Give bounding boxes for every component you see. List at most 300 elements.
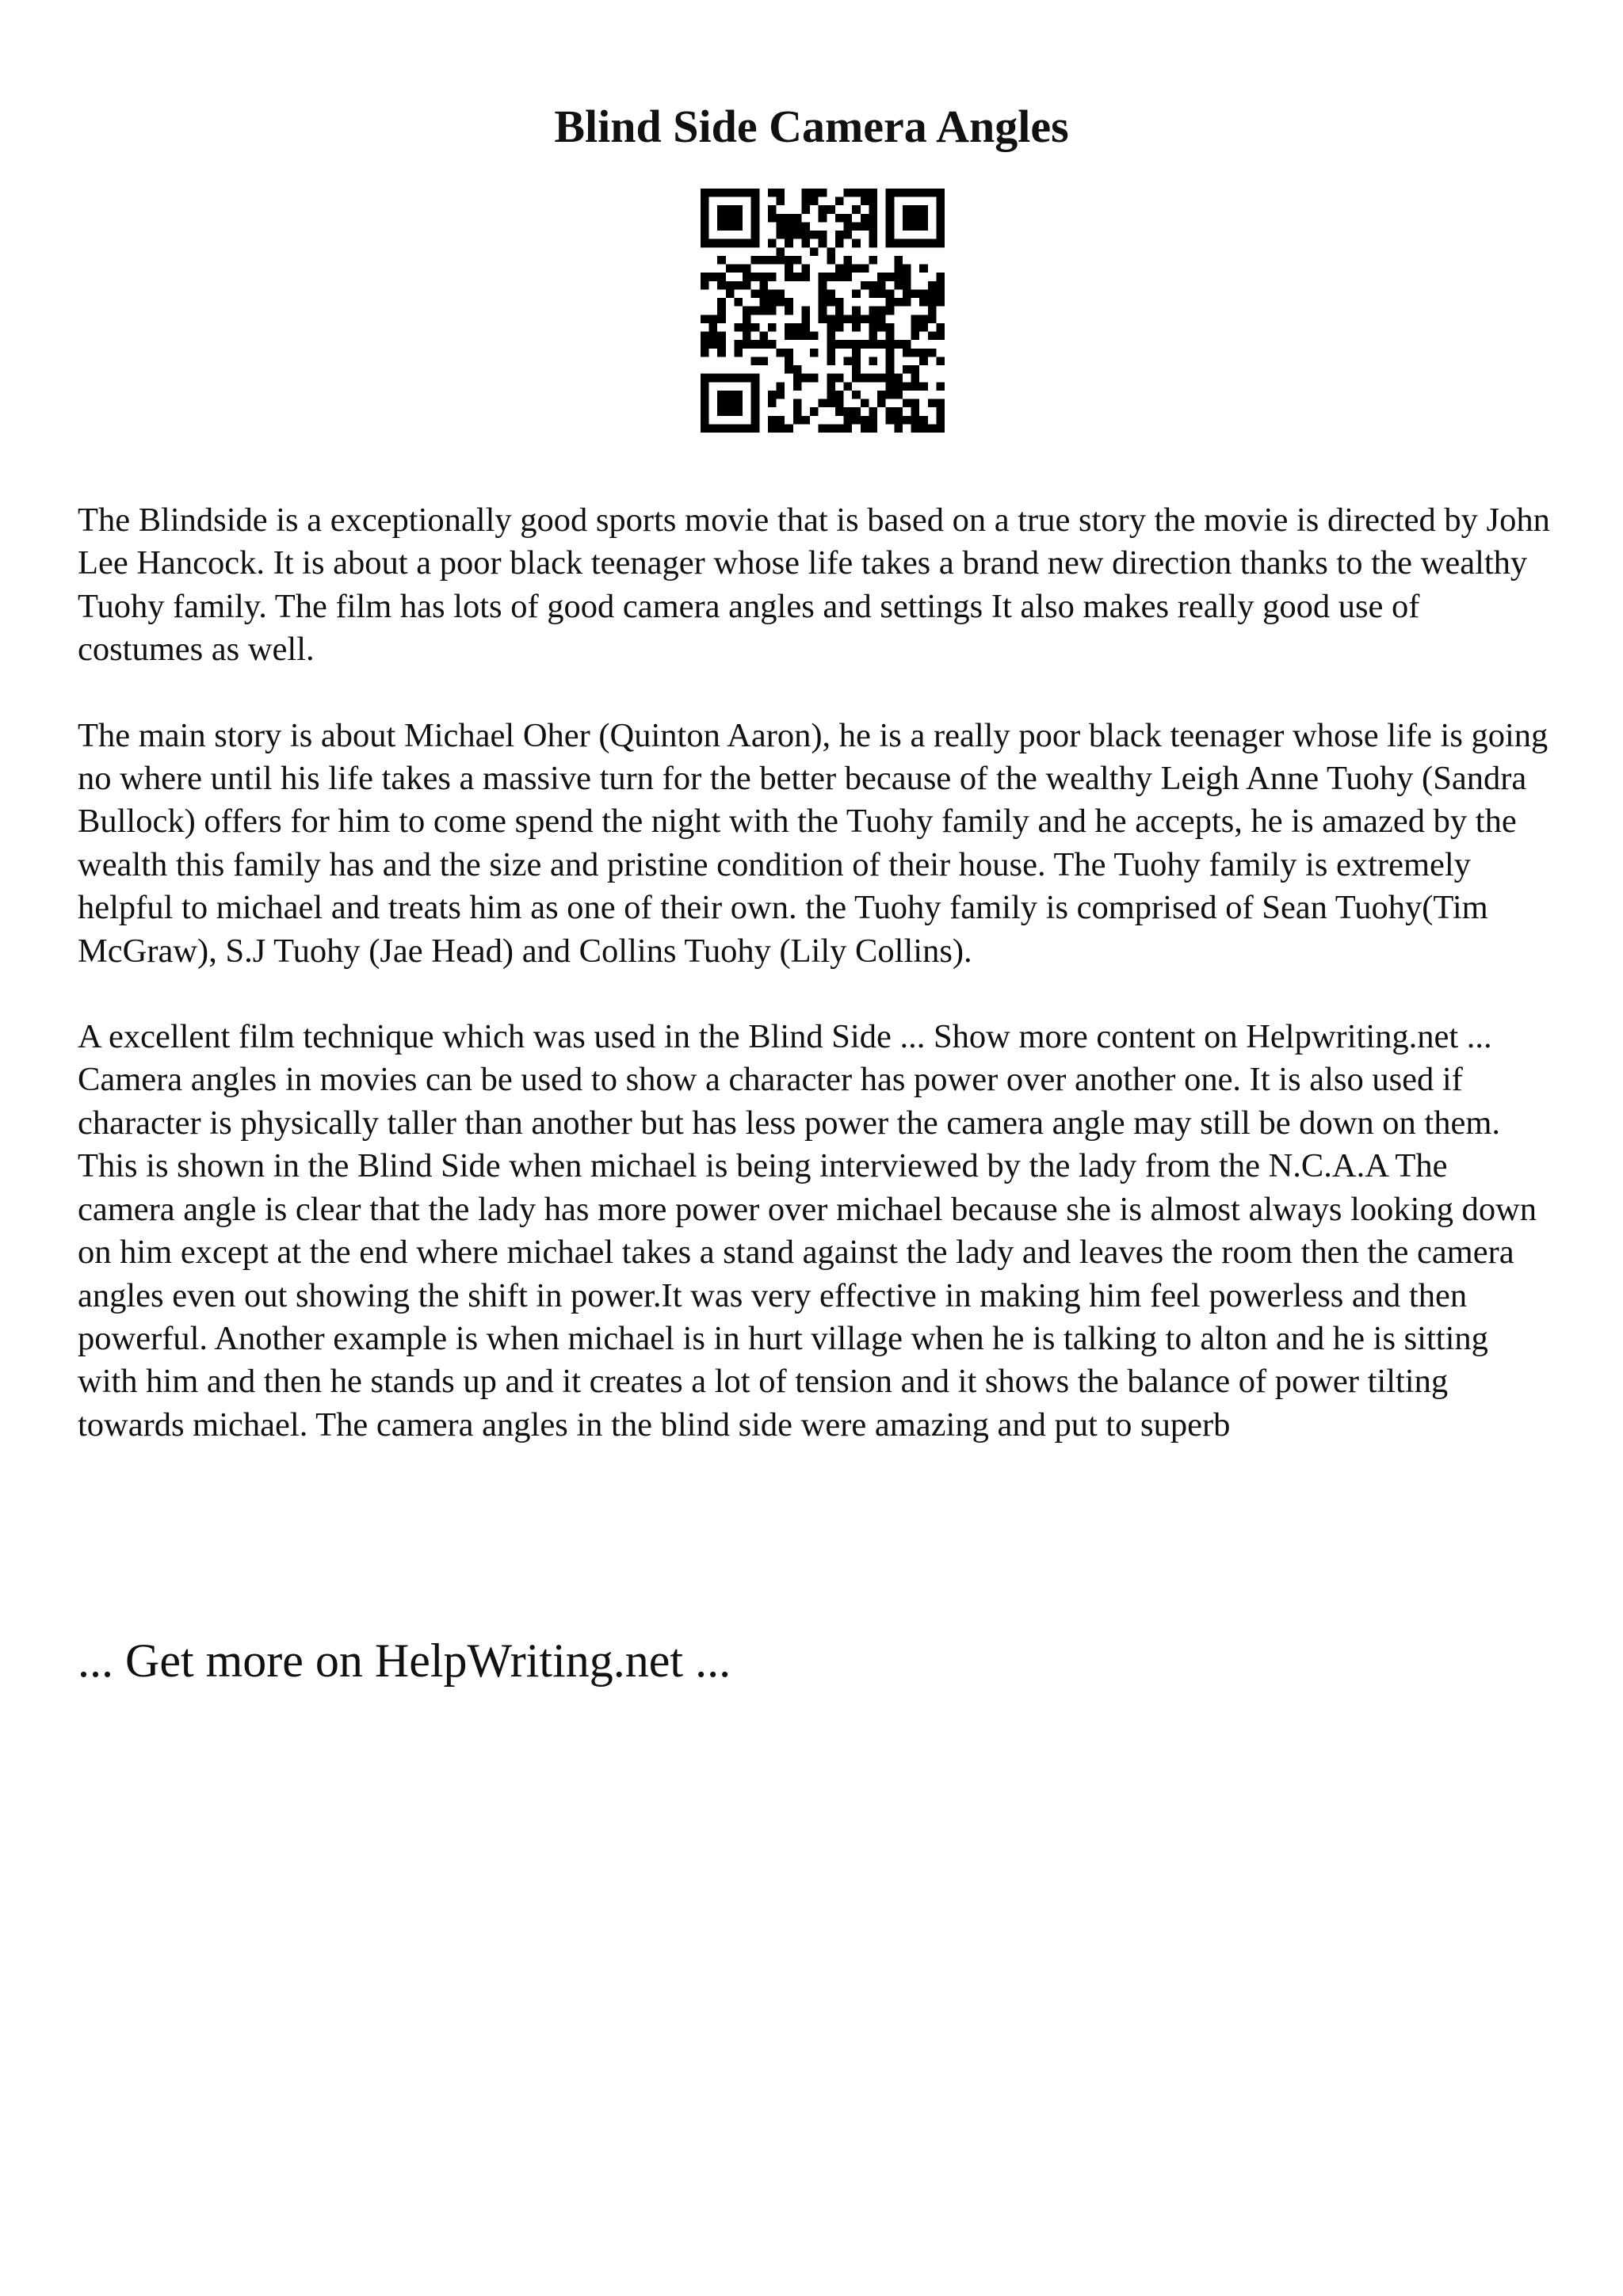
qr-module <box>768 273 777 281</box>
qr-module <box>701 332 709 341</box>
qr-module <box>877 323 886 332</box>
qr-module <box>886 307 895 315</box>
qr-module <box>936 197 945 206</box>
qr-module <box>919 205 928 214</box>
qr-module <box>810 231 819 239</box>
qr-module <box>701 416 709 425</box>
qr-module <box>827 399 835 408</box>
qr-module <box>886 289 895 298</box>
qr-module <box>903 222 911 231</box>
qr-module <box>861 265 869 273</box>
qr-module <box>911 374 920 383</box>
qr-module <box>844 189 853 197</box>
qr-module <box>911 332 920 341</box>
qr-module <box>886 340 895 349</box>
qr-module <box>785 222 793 231</box>
qr-module <box>777 289 785 298</box>
qr-module <box>869 340 877 349</box>
qr-module <box>785 239 793 248</box>
qr-module <box>734 298 743 307</box>
qr-module <box>734 407 743 416</box>
qr-module <box>726 289 735 298</box>
qr-module <box>785 298 793 307</box>
qr-module <box>827 289 835 298</box>
qr-module <box>709 239 718 248</box>
qr-module <box>903 365 911 374</box>
qr-module <box>701 205 709 214</box>
qr-module <box>701 273 709 281</box>
qr-module <box>701 189 709 197</box>
qr-module <box>827 315 835 323</box>
qr-module <box>801 374 810 383</box>
qr-module <box>928 315 937 323</box>
qr-module <box>861 374 869 383</box>
qr-module <box>777 298 785 307</box>
qr-module <box>894 189 903 197</box>
get-more-link[interactable]: ... Get more on HelpWriting.net ... <box>78 1634 731 1687</box>
qr-module <box>701 281 709 290</box>
qr-module <box>886 382 895 391</box>
qr-module <box>852 365 861 374</box>
qr-module <box>743 424 751 433</box>
qr-module <box>726 214 735 223</box>
qr-module <box>861 214 869 223</box>
qr-module <box>759 332 768 341</box>
qr-module <box>701 407 709 416</box>
qr-module <box>717 298 726 307</box>
qr-module <box>819 205 827 214</box>
qr-module <box>726 391 735 399</box>
qr-module <box>759 273 768 281</box>
qr-module <box>869 315 877 323</box>
qr-module <box>777 222 785 231</box>
qr-module <box>785 214 793 223</box>
qr-module <box>743 239 751 248</box>
qr-module <box>894 298 903 307</box>
qr-module <box>734 222 743 231</box>
qr-module <box>819 231 827 239</box>
qr-module <box>886 349 895 357</box>
qr-module <box>903 298 911 307</box>
qr-module <box>819 399 827 408</box>
qr-module <box>751 214 760 223</box>
qr-module <box>869 323 877 332</box>
qr-module <box>819 239 827 248</box>
qr-module <box>852 340 861 349</box>
qr-module <box>768 340 777 349</box>
qr-module <box>911 349 920 357</box>
qr-module <box>852 416 861 425</box>
qr-module <box>801 323 810 332</box>
page-title: Blind Side Camera Angles <box>554 101 1069 152</box>
qr-module <box>877 281 886 290</box>
qr-module <box>768 256 777 265</box>
qr-module <box>911 315 920 323</box>
intro-paragraph: The Blindside is a exceptionally good sports movie that is based on a true story the movie is directed by John Lee Hancock. It is about a poor black teenager whose life takes a brand new direction thanks to the wealthy Tuohy family. The film has lots of good camera angles and settings It also makes really good use of costumes as well. <box>78 502 1550 669</box>
qr-module <box>852 289 861 298</box>
qr-module <box>785 424 793 433</box>
qr-module <box>919 416 928 425</box>
qr-module <box>743 265 751 273</box>
qr-module <box>785 256 793 265</box>
qr-module <box>844 315 853 323</box>
qr-module <box>894 407 903 416</box>
qr-module <box>801 231 810 239</box>
qr-module <box>869 407 877 416</box>
qr-module <box>928 289 937 298</box>
qr-module <box>869 281 877 290</box>
qr-module <box>701 382 709 391</box>
qr-module <box>751 273 760 281</box>
qr-module <box>894 416 903 425</box>
qr-module <box>751 205 760 214</box>
qr-module <box>835 315 844 323</box>
qr-module <box>734 205 743 214</box>
qr-module <box>936 357 945 365</box>
qr-module <box>886 231 895 239</box>
qr-module <box>801 332 810 341</box>
qr-module <box>936 231 945 239</box>
qr-module <box>869 197 877 206</box>
qr-module <box>768 289 777 298</box>
qr-module <box>919 289 928 298</box>
qr-module <box>936 289 945 298</box>
qr-module <box>777 382 785 391</box>
qr-module <box>717 349 726 357</box>
qr-module <box>903 273 911 281</box>
qr-module <box>835 197 844 206</box>
qr-module <box>936 214 945 223</box>
qr-module <box>751 340 760 349</box>
qr-module <box>819 424 827 433</box>
qr-module <box>894 273 903 281</box>
qr-module <box>726 399 735 408</box>
qr-module <box>726 205 735 214</box>
qr-module <box>709 374 718 383</box>
qr-module <box>919 315 928 323</box>
qr-module <box>768 391 777 399</box>
qr-code-icon <box>701 189 945 433</box>
qr-module <box>743 340 751 349</box>
qr-module <box>852 357 861 365</box>
qr-module <box>701 239 709 248</box>
qr-module <box>768 416 777 425</box>
qr-module <box>936 416 945 425</box>
qr-module <box>827 332 835 341</box>
qr-module <box>701 231 709 239</box>
qr-module <box>936 273 945 281</box>
qr-module <box>936 222 945 231</box>
qr-module <box>835 399 844 408</box>
qr-module <box>819 315 827 323</box>
qr-module <box>844 222 853 231</box>
qr-module <box>717 399 726 408</box>
qr-module <box>835 391 844 399</box>
qr-module <box>717 256 726 265</box>
qr-module <box>827 374 835 383</box>
qr-module <box>844 214 853 223</box>
qr-module <box>734 349 743 357</box>
qr-module <box>777 416 785 425</box>
qr-module <box>861 281 869 290</box>
qr-module <box>919 265 928 273</box>
qr-module <box>701 399 709 408</box>
qr-module <box>801 205 810 214</box>
qr-module <box>785 265 793 273</box>
qr-module <box>709 323 718 332</box>
qr-module <box>928 332 937 341</box>
qr-module <box>869 289 877 298</box>
qr-module <box>852 205 861 214</box>
qr-module <box>734 391 743 399</box>
qr-module <box>793 256 802 265</box>
qr-module <box>903 399 911 408</box>
qr-module <box>743 374 751 383</box>
qr-module <box>886 365 895 374</box>
qr-module <box>717 391 726 399</box>
qr-module <box>734 189 743 197</box>
qr-module <box>911 222 920 231</box>
qr-module <box>717 273 726 281</box>
qr-module <box>777 214 785 223</box>
qr-module <box>835 239 844 248</box>
camera-angles-paragraph: Camera angles in movies can be used to show a character has power over another one. It is also used if character is physically taller than another but has less power the camera angle may still be down on them. This is shown in the Blind Side when michael is being interviewed by the lady from the N.C.A.A The camera angle is clear that the lady has more power over michael because she is almost always looking down on him except at the end where michael takes a stand against the lady and leaves the room then the camera angles even out showing the shift in power.It was very effective in making him feel powerless and then powerful. Another example is when michael is in hurt village when he is talking to alton and he is sitting with him and then he stands up and it creates a lot of tension and it shows the balance of power tilting towards michael. The camera angles in the blind side were amazing and put to superb <box>78 1061 1537 1444</box>
qr-module <box>801 265 810 273</box>
qr-module <box>701 214 709 223</box>
qr-module <box>701 374 709 383</box>
qr-module <box>869 307 877 315</box>
qr-module <box>852 222 861 231</box>
qr-module <box>877 289 886 298</box>
qr-module <box>827 298 835 307</box>
qr-module <box>844 357 853 365</box>
qr-module <box>936 407 945 416</box>
qr-module <box>835 231 844 239</box>
qr-module <box>810 407 819 416</box>
qr-module <box>936 205 945 214</box>
qr-module <box>919 222 928 231</box>
qr-module <box>894 424 903 433</box>
qr-module <box>877 374 886 383</box>
qr-module <box>810 349 819 357</box>
qr-module <box>894 374 903 383</box>
qr-module <box>793 214 802 223</box>
qr-module <box>717 189 726 197</box>
qr-module <box>844 273 853 281</box>
qr-module <box>877 399 886 408</box>
qr-module <box>701 197 709 206</box>
qr-module <box>886 391 895 399</box>
qr-module <box>751 391 760 399</box>
qr-module <box>911 239 920 248</box>
qr-module <box>835 273 844 281</box>
qr-module <box>869 222 877 231</box>
qr-module <box>717 239 726 248</box>
qr-module <box>726 189 735 197</box>
qr-module <box>726 407 735 416</box>
qr-module <box>886 332 895 341</box>
qr-module <box>709 340 718 349</box>
qr-module <box>751 239 760 248</box>
qr-module <box>835 424 844 433</box>
qr-module <box>844 407 853 416</box>
qr-module <box>903 239 911 248</box>
qr-module <box>936 332 945 341</box>
qr-module <box>717 424 726 433</box>
qr-module <box>717 340 726 349</box>
qr-module <box>827 382 835 391</box>
qr-module <box>919 382 928 391</box>
qr-module <box>793 332 802 341</box>
qr-module <box>793 323 802 332</box>
qr-module <box>852 374 861 383</box>
qr-module <box>751 323 760 332</box>
qr-module <box>793 273 802 281</box>
qr-module <box>919 424 928 433</box>
qr-module <box>785 349 793 357</box>
qr-module <box>835 307 844 315</box>
qr-module <box>717 222 726 231</box>
qr-module <box>810 374 819 383</box>
qr-module <box>717 332 726 341</box>
qr-module <box>877 340 886 349</box>
qr-module <box>861 416 869 425</box>
qr-module <box>819 273 827 281</box>
qr-module <box>894 391 903 399</box>
qr-module <box>827 357 835 365</box>
qr-module <box>852 189 861 197</box>
qr-module <box>759 289 768 298</box>
qr-module <box>903 416 911 425</box>
qr-module <box>861 424 869 433</box>
qr-module <box>886 189 895 197</box>
qr-module <box>844 265 853 273</box>
qr-module <box>919 214 928 223</box>
qr-module <box>844 256 853 265</box>
qr-module <box>717 214 726 223</box>
qr-module <box>751 382 760 391</box>
qr-module <box>835 374 844 383</box>
qr-module <box>936 399 945 408</box>
qr-module <box>835 214 844 223</box>
qr-module <box>928 399 937 408</box>
qr-module <box>743 307 751 315</box>
qr-module <box>759 256 768 265</box>
qr-module <box>801 197 810 206</box>
qr-module <box>785 231 793 239</box>
qr-module <box>928 424 937 433</box>
qr-module <box>869 374 877 383</box>
qr-module <box>911 323 920 332</box>
qr-module <box>886 298 895 307</box>
qr-module <box>743 332 751 341</box>
qr-module <box>751 357 760 365</box>
qr-module <box>801 307 810 315</box>
qr-module <box>743 323 751 332</box>
qr-module <box>751 407 760 416</box>
qr-module <box>768 399 777 408</box>
technique-paragraph: A excellent film technique which was used in the Blind Side ... Show more content on Helpwriting.net ... <box>78 1018 1492 1056</box>
qr-module <box>869 256 877 265</box>
qr-module <box>911 365 920 374</box>
qr-module <box>717 205 726 214</box>
qr-module <box>777 247 785 256</box>
qr-module <box>768 323 777 332</box>
qr-module <box>701 340 709 349</box>
qr-module <box>911 205 920 214</box>
qr-module <box>835 407 844 416</box>
qr-module <box>717 374 726 383</box>
qr-module <box>852 307 861 315</box>
qr-module <box>793 416 802 425</box>
qr-module <box>827 256 835 265</box>
qr-module <box>734 265 743 273</box>
qr-module <box>777 256 785 265</box>
qr-module <box>911 189 920 197</box>
qr-module <box>835 340 844 349</box>
qr-module <box>709 315 718 323</box>
qr-module <box>743 315 751 323</box>
qr-module <box>903 205 911 214</box>
qr-module <box>894 340 903 349</box>
qr-module <box>835 298 844 307</box>
qr-module <box>869 239 877 248</box>
qr-module <box>801 239 810 248</box>
qr-module <box>785 365 793 374</box>
qr-module <box>928 281 937 290</box>
qr-module <box>827 349 835 357</box>
qr-module <box>936 382 945 391</box>
qr-module <box>877 307 886 315</box>
qr-module <box>701 391 709 399</box>
qr-module <box>903 214 911 223</box>
qr-module <box>894 265 903 273</box>
qr-module <box>911 399 920 408</box>
qr-module <box>793 374 802 383</box>
qr-module <box>751 256 760 265</box>
qr-module <box>734 399 743 408</box>
qr-module <box>777 349 785 357</box>
qr-module <box>928 239 937 248</box>
qr-module <box>726 374 735 383</box>
qr-module <box>877 315 886 323</box>
qr-module <box>911 424 920 433</box>
qr-module <box>861 399 869 408</box>
qr-module <box>709 189 718 197</box>
qr-module <box>793 407 802 416</box>
qr-module <box>886 205 895 214</box>
qr-module <box>717 307 726 315</box>
qr-module <box>886 239 895 248</box>
qr-module <box>743 281 751 290</box>
qr-module <box>911 289 920 298</box>
qr-module <box>827 424 835 433</box>
qr-module <box>903 189 911 197</box>
qr-module <box>785 273 793 281</box>
qr-module <box>751 307 760 315</box>
qr-module <box>751 416 760 425</box>
qr-module <box>827 247 835 256</box>
qr-module <box>852 407 861 416</box>
qr-module <box>768 239 777 248</box>
qr-module <box>819 298 827 307</box>
qr-module <box>777 231 785 239</box>
qr-module <box>869 357 877 365</box>
qr-module <box>701 222 709 231</box>
qr-module <box>919 298 928 307</box>
qr-module <box>852 349 861 357</box>
qr-module <box>759 357 768 365</box>
